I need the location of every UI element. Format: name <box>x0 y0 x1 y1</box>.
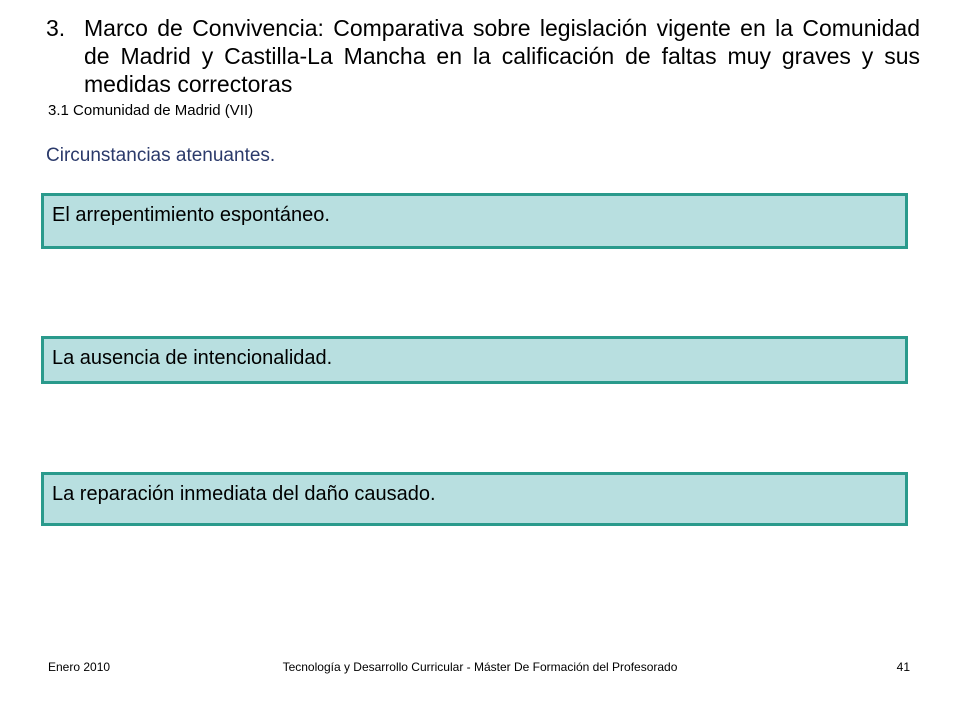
slide-heading <box>46 14 920 98</box>
heading-text: Marco de Convivencia: Comparativa sobre legislación vigente en la Comunidad de Madrid y Castilla-La Mancha en la calificación de faltas muy graves y sus medidas correctoras <box>84 15 920 97</box>
subheading: 3.1 Comunidad de Madrid (VII) <box>48 102 254 119</box>
footer-title: Tecnología y Desarrollo Curricular - Máster De Formación del Profesorado <box>282 660 678 674</box>
footer-date: Enero 2010 <box>48 660 111 674</box>
heading-number: 3. <box>46 15 66 41</box>
item-box-arrepentimiento: El arrepentimiento espontáneo. <box>41 193 908 249</box>
item-box-reparacion-dano: La reparación inmediata del daño causado. <box>41 472 908 526</box>
item-box-ausencia-intencionalidad: La ausencia de intencionalidad. <box>41 336 908 384</box>
footer-page-number: 41 <box>896 660 910 674</box>
section-title: Circunstancias atenuantes. <box>46 145 276 166</box>
